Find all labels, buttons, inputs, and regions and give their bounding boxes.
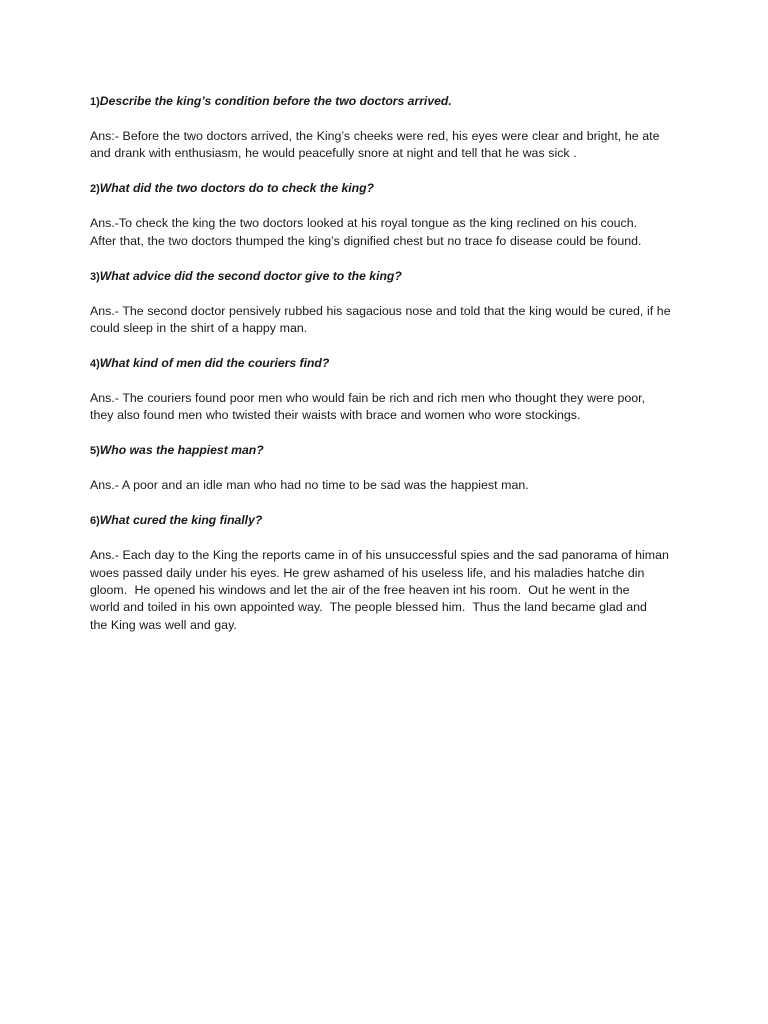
question-6: [90, 512, 690, 530]
answer-line: Ans.- A poor and an idle man who had no time to be sad was the happiest man.: [90, 478, 529, 493]
question-number: 5): [90, 445, 100, 458]
question-number: 3): [90, 270, 100, 283]
question-2: [90, 180, 690, 198]
answer-4: [90, 390, 690, 425]
question-3: [90, 268, 690, 286]
answer-5: [90, 477, 690, 494]
answer-line: Ans.- Each day to the King the reports came in of his unsuccessful spies and the sad panorama of himan: [90, 548, 669, 563]
question-number: 2): [90, 183, 100, 196]
answer-6: [90, 547, 690, 634]
question-text: Who was the happiest man?: [99, 443, 264, 458]
question-number: 4): [90, 357, 100, 370]
question-text: What kind of men did the couriers find?: [99, 355, 330, 370]
question-number: 1): [90, 96, 100, 108]
document-page: [90, 93, 690, 634]
qa-block-4: [90, 355, 690, 425]
answer-line: gloom. He opened his windows and let the air of the free heaven int his room. Out he went in the: [90, 582, 630, 597]
question-text: What did the two doctors do to check the king?: [99, 181, 374, 196]
answer-line: Ans.- The second doctor pensively rubbed his sagacious nose and told that the king would be cured, if he: [90, 303, 671, 318]
qa-block-5: [90, 442, 690, 494]
answer-2: [90, 215, 690, 250]
question-text: What advice did the second doctor give to the king?: [99, 268, 402, 283]
answer-1: [90, 128, 690, 163]
answer-line: they also found men who twisted their waists with brace and women who wore stockings.: [90, 408, 581, 423]
question-text: What cured the king finally?: [99, 513, 263, 528]
answer-line: and drank with enthusiasm, he would peacefully snore at night and tell that he was sick .: [90, 146, 577, 161]
question-4: [90, 355, 690, 373]
question-5: [90, 442, 690, 460]
question-text: Describe the king’s condition before the two doctors arrived.: [99, 94, 452, 108]
question-number: 6): [90, 515, 100, 528]
answer-line: woes passed daily under his eyes. He grew ashamed of his useless life, and his maladies hatche din: [90, 565, 645, 580]
answer-line: world and toiled in his own appointed way. The people blessed him. Thus the land became glad and: [90, 600, 647, 615]
answer-line: Ans.- The couriers found poor men who would fain be rich and rich men who thought they were poor,: [90, 390, 646, 405]
qa-block-3: [90, 268, 690, 338]
qa-block-6: [90, 512, 690, 634]
qa-block-2: [90, 180, 690, 250]
answer-3: [90, 303, 690, 338]
answer-line: the King was well and gay.: [90, 617, 237, 632]
answer-line: After that, the two doctors thumped the king’s dignified chest but no trace fo disease could be found.: [90, 233, 642, 248]
qa-block-1: [90, 93, 690, 163]
question-1: [90, 93, 690, 111]
answer-line: Ans:- Before the two doctors arrived, the King’s cheeks were red, his eyes were clear and bright, he ate: [90, 129, 660, 143]
answer-line: could sleep in the shirt of a happy man.: [90, 321, 308, 336]
answer-line: Ans.-To check the king the two doctors looked at his royal tongue as the king reclined on his couch.: [90, 216, 638, 231]
